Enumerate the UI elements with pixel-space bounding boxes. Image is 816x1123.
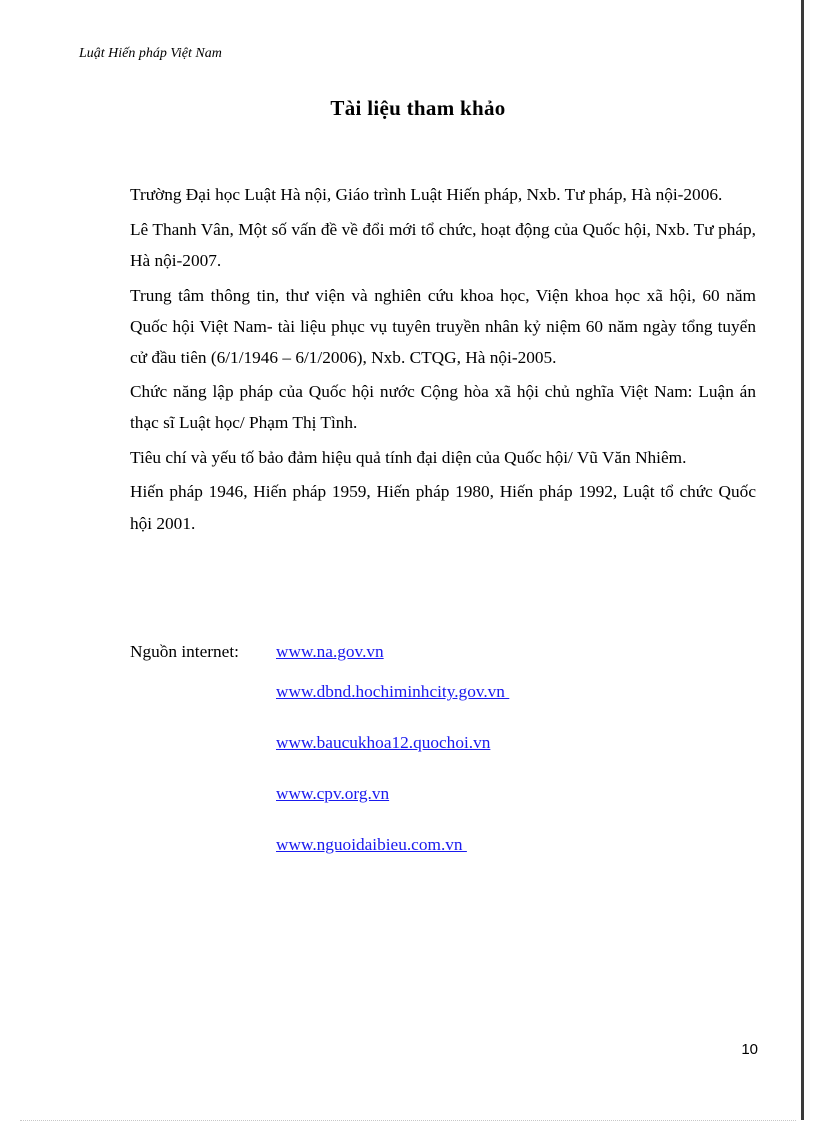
page-title: Tài liệu tham khảo bbox=[330, 96, 506, 120]
link-cpv[interactable]: www.cpv.org.vn bbox=[276, 784, 390, 803]
reference-item-6: Hiến pháp 1946, Hiến pháp 1959, Hiến pháp 1980, Hiến pháp 1992, Luật tổ chức Quốc hội 2001. bbox=[130, 482, 756, 533]
reference-item-2: Lê Thanh Vân, Một số vấn đề về đổi mới tổ chức, hoạt động của Quốc hội, Nxb. Tư pháp, Hà nội-2007. bbox=[130, 219, 756, 270]
link-baucukhoa12[interactable]: www.baucukhoa12.quochoi.vn bbox=[276, 733, 491, 752]
reference-item-1: Trường Đại học Luật Hà nội, Giáo trình Luật Hiến pháp, Nxb. Tư pháp, Hà nội-2006. bbox=[130, 185, 723, 204]
reference-item-3: Trung tâm thông tin, thư viện và nghiên cứu khoa học, Viện khoa học xã hội, 60 năm Quốc hội Việt Nam- tài liệu phục vụ tuyên truyền nhân kỷ niệm 60 năm ngày tổng tuyển cử đầu tiên (6/1/1946 – 6/1/2006), Nxb. CTQG, Hà nội-2005. bbox=[130, 285, 756, 367]
link-na-gov[interactable]: www.na.gov.vn bbox=[276, 642, 384, 661]
reference-list bbox=[130, 179, 756, 542]
page-bottom-divider bbox=[20, 1120, 796, 1121]
reference-item-4: Chức năng lập pháp của Quốc hội nước Cộng hòa xã hội chủ nghĩa Việt Nam: Luận án thạc sĩ Luật học/ Phạm Thị Tình. bbox=[130, 381, 756, 432]
reference-item-5: Tiêu chí và yếu tố bảo đảm hiệu quả tính đại diện của Quốc hội/ Vũ Văn Nhiêm. bbox=[130, 447, 687, 467]
link-dbnd-hochiminhcity[interactable]: www.dbnd.hochiminhcity.gov.vn bbox=[276, 682, 510, 701]
running-header: Luật Hiến pháp Việt Nam bbox=[79, 46, 222, 61]
link-nguoidaibieu[interactable]: www.nguoidaibieu.com.vn bbox=[276, 835, 467, 854]
page-number: 10 bbox=[741, 1041, 758, 1058]
internet-sources-label: Nguồn internet: bbox=[130, 642, 239, 661]
